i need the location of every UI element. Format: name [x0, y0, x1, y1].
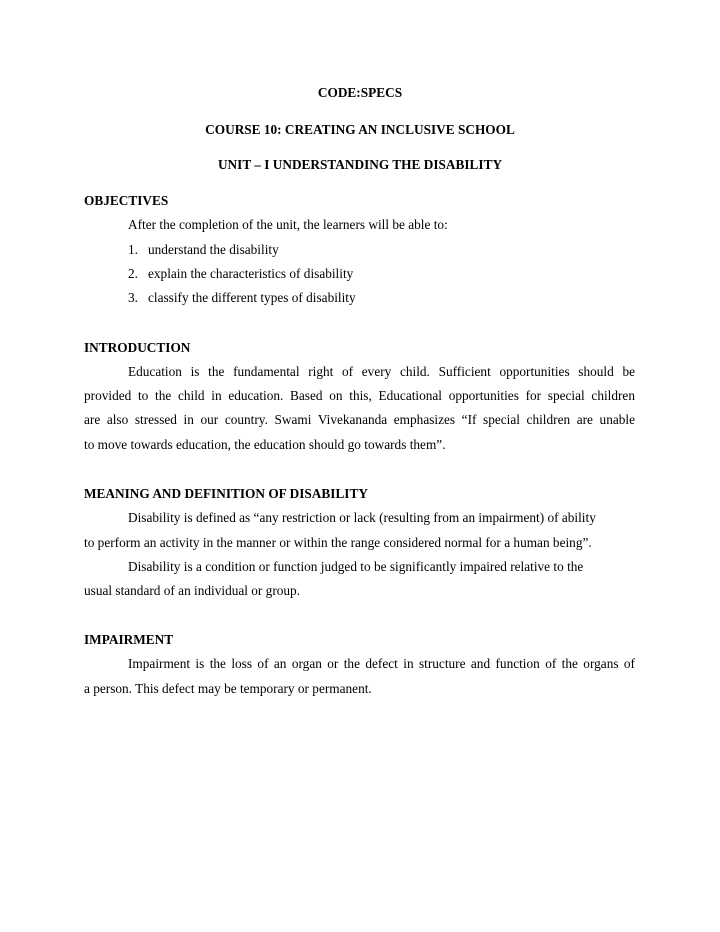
objective-text: classify the different types of disability	[148, 290, 356, 305]
paragraph-line: Impairment is the loss of an organ or the defect in structure and function of the organs of	[128, 656, 635, 671]
objective-number: 3.	[128, 290, 138, 305]
impairment-heading: IMPAIRMENT	[84, 632, 174, 647]
introduction-heading: INTRODUCTION	[84, 340, 191, 355]
objective-number: 2.	[128, 266, 138, 281]
paragraph-line: Disability is defined as “any restriction or lack (resulting from an impairment) of ability	[128, 510, 596, 525]
paragraph-line: to perform an activity in the manner or within the range considered normal for a human being”.	[84, 535, 592, 550]
paragraph-line: Disability is a condition or function judged to be significantly impaired relative to the	[128, 559, 584, 574]
objective-item	[128, 266, 138, 282]
objective-item	[128, 242, 138, 258]
paragraph-line: provided to the child in education. Based on this, Educational opportunities for special children	[84, 388, 635, 403]
objective-text: understand the disability	[148, 242, 279, 257]
paragraph-line: usual standard of an individual or group.	[84, 583, 301, 598]
course-title	[0, 122, 720, 138]
course-title-text: COURSE 10: CREATING AN INCLUSIVE SCHOOL	[205, 122, 515, 137]
objectives-intro: After the completion of the unit, the learners will be able to:	[128, 217, 448, 232]
unit-title: UNIT – I UNDERSTANDING THE DISABILITY	[217, 157, 503, 172]
paragraph-line: Education is the fundamental right of every child. Sufficient opportunities should be	[128, 364, 635, 379]
objective-number: 1.	[128, 242, 138, 257]
objective-item	[128, 290, 138, 306]
objective-text: explain the characteristics of disability	[148, 266, 354, 281]
paragraph-line: to move towards education, the education should go towards them”.	[84, 437, 446, 452]
meaning-heading: MEANING AND DEFINITION OF DISABILITY	[84, 486, 368, 501]
paragraph-line: are also stressed in our country. Swami Vivekananda emphasizes “If special children are unable	[84, 412, 635, 427]
course-code: CODE:SPECS	[317, 85, 403, 100]
objectives-heading: OBJECTIVES	[84, 193, 169, 208]
paragraph-line: a person. This defect may be temporary or permanent.	[84, 681, 372, 696]
